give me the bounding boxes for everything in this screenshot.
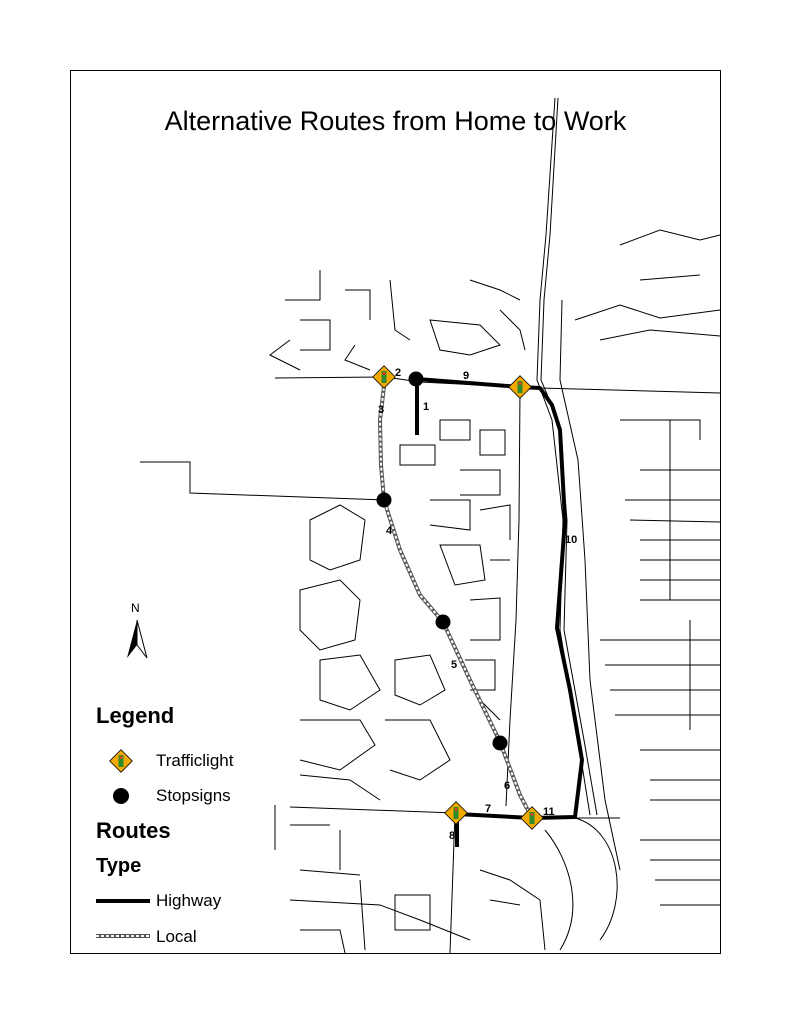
- segment-label-1: 1: [423, 401, 430, 413]
- street-network: [140, 98, 720, 953]
- legend-routes-title: Routes: [96, 818, 171, 843]
- legend-type-title: Type: [96, 855, 142, 877]
- trafficlight-marker: [445, 802, 468, 825]
- segment-label-10: 10: [565, 534, 578, 546]
- legend-local-label: Local: [156, 927, 197, 946]
- segment-label-5: 5: [451, 659, 458, 671]
- segment-label-9: 9: [463, 370, 470, 382]
- trafficlights-layer: [373, 366, 544, 830]
- segment-label-7: 7: [485, 803, 492, 815]
- stopsign-marker: [409, 372, 424, 387]
- local-route: [380, 378, 532, 818]
- segment-labels: [378, 367, 577, 842]
- stopsign-marker: [493, 736, 508, 751]
- segment-label-6: 6: [504, 780, 511, 792]
- legend-stopsigns-label: Stopsigns: [156, 786, 231, 805]
- segment-label-4: 4: [386, 525, 393, 537]
- legend-highway-label: Highway: [156, 891, 222, 910]
- north-label: N: [131, 601, 140, 615]
- trafficlight-marker: [373, 366, 396, 389]
- legend-trafficlight-icon: [110, 750, 133, 773]
- trafficlight-marker: [521, 807, 544, 830]
- trafficlight-marker: [509, 376, 532, 399]
- north-arrow-icon: [127, 620, 147, 658]
- legend-trafficlight-label: Trafficlight: [156, 751, 234, 770]
- legend-stopsign-icon: [113, 788, 129, 804]
- map-title: Alternative Routes from Home to Work: [164, 106, 627, 136]
- segment-label-3: 3: [378, 404, 385, 416]
- stopsigns-layer: [377, 372, 508, 751]
- legend-title: Legend: [96, 703, 175, 728]
- segment-label-11: 11: [543, 806, 555, 818]
- segment-label-2: 2: [395, 367, 402, 379]
- stopsign-marker: [436, 615, 451, 630]
- segment-label-8: 8: [449, 830, 456, 842]
- stopsign-marker: [377, 493, 392, 508]
